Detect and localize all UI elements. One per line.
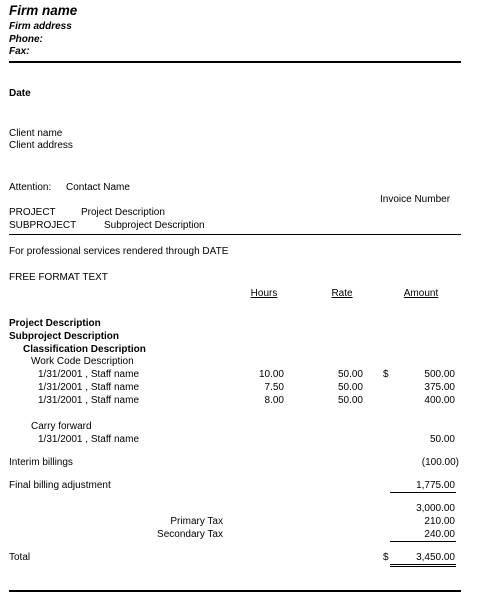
total-double-underline-1 [390,564,456,565]
line-amount: 375.00 [424,382,455,393]
footer-divider [9,590,461,592]
carry-forward-label: Carry forward [31,421,92,432]
subproject-description-heading: Subproject Description [9,331,120,342]
total-currency: $ [383,552,389,563]
interim-billings-amount: (100.00) [421,457,459,468]
firm-address: Firm address [9,21,72,32]
column-rate: Rate [331,288,353,299]
line-hours: 8.00 [264,395,284,406]
services-text: For professional services rendered through DATE [9,246,229,257]
line-entry: 1/31/2001 , Staff name [38,369,140,380]
total-amount: 3,450.00 [416,552,455,563]
column-amount: Amount [403,288,439,299]
line-hours: 7.50 [264,382,284,393]
subproject-label: SUBPROJECT [9,220,77,231]
total-label: Total [9,552,31,563]
header-divider [9,61,461,63]
subproject-description: Subproject Description [104,220,205,231]
attention-contact: Contact Name [66,182,130,193]
final-billing-adjustment-label: Final billing adjustment [9,480,111,491]
line-rate: 50.00 [337,369,363,380]
work-code-description: Work Code Description [31,356,134,367]
primary-tax-amount: 210.00 [424,516,455,527]
firm-phone: Phone: [9,34,43,45]
tax-underline [390,541,456,542]
line-entry: 1/31/2001 , Staff name [38,382,140,393]
project-label: PROJECT [9,207,56,218]
attention-label: Attention: [9,182,52,193]
project-divider [9,234,461,235]
line-entry: 1/31/2001 , Staff name [38,395,140,406]
carry-forward-amount: 50.00 [429,434,455,445]
final-billing-adjustment-amount: 1,775.00 [416,480,455,491]
secondary-tax-amount: 240.00 [424,529,455,540]
invoice-number-label: Invoice Number [380,194,451,205]
line-hours: 10.00 [258,369,284,380]
line-rate: 50.00 [337,382,363,393]
firm-name: Firm name [9,3,78,18]
client-address: Client address [9,140,73,151]
carry-forward-entry: 1/31/2001 , Staff name [38,434,140,445]
classification-description-heading: Classification Description [23,344,146,355]
primary-tax-label: Primary Tax [170,516,223,527]
project-description-heading: Project Description [9,318,101,329]
column-hours: Hours [250,288,278,299]
date-label: Date [9,88,31,99]
secondary-tax-label: Secondary Tax [157,529,223,540]
project-description: Project Description [81,207,165,218]
line-currency: $ [383,369,389,380]
adjustment-underline [390,492,456,493]
line-amount: 500.00 [424,369,455,380]
client-name: Client name [9,128,63,139]
free-format-text: FREE FORMAT TEXT [9,272,108,283]
line-amount: 400.00 [424,395,455,406]
line-rate: 50.00 [337,395,363,406]
subtotal-amount: 3,000.00 [416,503,455,514]
total-double-underline-2 [390,566,456,567]
interim-billings-label: Interim billings [9,457,73,468]
firm-fax: Fax: [9,46,30,57]
